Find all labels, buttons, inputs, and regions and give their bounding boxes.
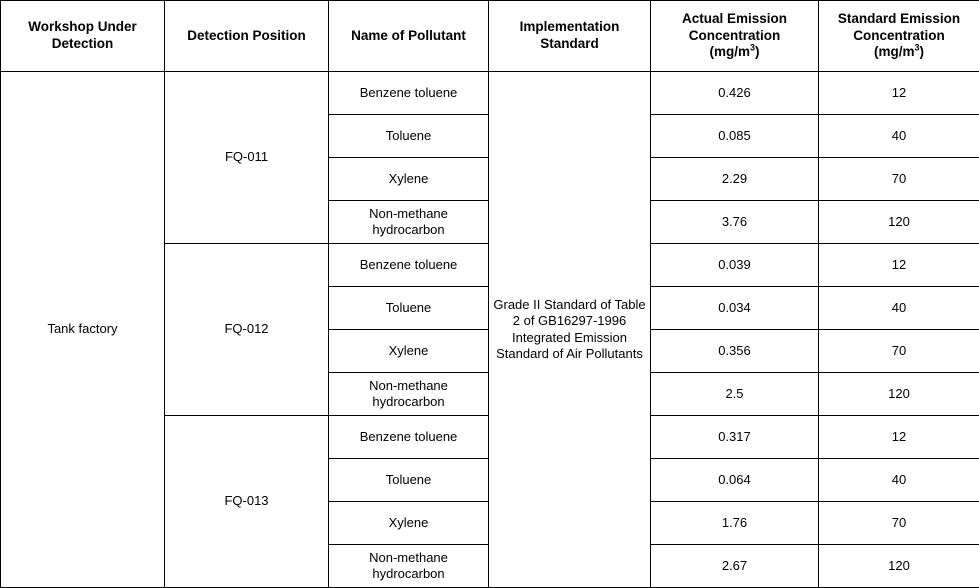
table-header bbox=[1, 1, 979, 72]
cell-workshop-name: Tank factory bbox=[1, 72, 165, 588]
cell-actual-concentration: 0.034 bbox=[651, 287, 819, 330]
cell-standard-concentration: 40 bbox=[819, 459, 979, 502]
column-header-standard bbox=[489, 1, 651, 72]
column-header-actual-unit-sup: 3 bbox=[750, 43, 755, 53]
cell-pollutant-line2: hydrocarbon bbox=[333, 566, 484, 582]
cell-actual-concentration: 2.5 bbox=[651, 373, 819, 416]
column-header-position-line1: Detection Position bbox=[169, 28, 324, 45]
column-header-workshop bbox=[1, 1, 165, 72]
cell-standard-concentration: 12 bbox=[819, 72, 979, 115]
cell-pollutant-name bbox=[329, 373, 489, 416]
cell-standard-concentration: 70 bbox=[819, 502, 979, 545]
cell-actual-concentration: 1.76 bbox=[651, 502, 819, 545]
column-header-actual-unit-text: (mg/m bbox=[709, 44, 750, 59]
cell-detection-position: FQ-011 bbox=[165, 72, 329, 244]
column-header-limit-line1: Standard Emission bbox=[823, 11, 975, 28]
cell-standard-concentration: 120 bbox=[819, 545, 979, 588]
cell-pollutant-name: Toluene bbox=[329, 459, 489, 502]
cell-standard-concentration: 12 bbox=[819, 416, 979, 459]
column-header-standard-line1: Implementation bbox=[493, 19, 646, 36]
column-header-standard-concentration bbox=[819, 1, 979, 72]
column-header-actual-line2: Concentration bbox=[655, 28, 814, 45]
cell-detection-position: FQ-012 bbox=[165, 244, 329, 416]
column-header-pollutant bbox=[329, 1, 489, 72]
column-header-actual-unit-tail: ) bbox=[755, 44, 760, 59]
cell-pollutant-name: Toluene bbox=[329, 115, 489, 158]
column-header-workshop-line1: Workshop Under bbox=[5, 19, 160, 36]
column-header-limit-unit-text: (mg/m bbox=[874, 44, 915, 59]
cell-detection-position: FQ-013 bbox=[165, 416, 329, 588]
column-header-limit-line2: Concentration bbox=[823, 28, 975, 45]
table-header-row bbox=[1, 1, 979, 72]
cell-actual-concentration: 2.67 bbox=[651, 545, 819, 588]
cell-actual-concentration: 2.29 bbox=[651, 158, 819, 201]
cell-pollutant-name: Benzene toluene bbox=[329, 416, 489, 459]
cell-pollutant-name: Toluene bbox=[329, 287, 489, 330]
column-header-limit-unit bbox=[823, 44, 975, 61]
cell-pollutant-name bbox=[329, 201, 489, 244]
cell-actual-concentration: 3.76 bbox=[651, 201, 819, 244]
cell-standard-concentration: 70 bbox=[819, 330, 979, 373]
column-header-standard-line2: Standard bbox=[493, 36, 646, 53]
column-header-actual-line1: Actual Emission bbox=[655, 11, 814, 28]
column-header-limit-unit-sup: 3 bbox=[914, 43, 919, 53]
cell-implementation-standard: Grade II Standard of Table 2 of GB16297-1996 Integrated Emission Standard of Air Pollutants bbox=[489, 72, 651, 588]
cell-pollutant-name: Benzene toluene bbox=[329, 244, 489, 287]
column-header-position bbox=[165, 1, 329, 72]
cell-pollutant-name bbox=[329, 545, 489, 588]
cell-actual-concentration: 0.085 bbox=[651, 115, 819, 158]
cell-standard-concentration: 120 bbox=[819, 201, 979, 244]
cell-standard-concentration: 40 bbox=[819, 115, 979, 158]
cell-standard-concentration: 12 bbox=[819, 244, 979, 287]
column-header-workshop-line2: Detection bbox=[5, 36, 160, 53]
column-header-actual-unit bbox=[655, 44, 814, 61]
cell-actual-concentration: 0.039 bbox=[651, 244, 819, 287]
cell-pollutant-line2: hydrocarbon bbox=[333, 222, 484, 238]
column-header-limit-unit-tail: ) bbox=[920, 44, 925, 59]
table-body bbox=[1, 72, 979, 588]
cell-pollutant-line1: Non-methane bbox=[333, 378, 484, 394]
cell-pollutant-name: Xylene bbox=[329, 330, 489, 373]
cell-pollutant-line2: hydrocarbon bbox=[333, 394, 484, 410]
cell-pollutant-line1: Non-methane bbox=[333, 206, 484, 222]
column-header-actual-concentration bbox=[651, 1, 819, 72]
cell-actual-concentration: 0.064 bbox=[651, 459, 819, 502]
cell-actual-concentration: 0.317 bbox=[651, 416, 819, 459]
cell-actual-concentration: 0.356 bbox=[651, 330, 819, 373]
cell-pollutant-name: Xylene bbox=[329, 158, 489, 201]
cell-standard-concentration: 70 bbox=[819, 158, 979, 201]
cell-standard-concentration: 120 bbox=[819, 373, 979, 416]
column-header-pollutant-line1: Name of Pollutant bbox=[333, 28, 484, 45]
cell-pollutant-name: Xylene bbox=[329, 502, 489, 545]
cell-pollutant-name: Benzene toluene bbox=[329, 72, 489, 115]
cell-actual-concentration: 0.426 bbox=[651, 72, 819, 115]
cell-pollutant-line1: Non-methane bbox=[333, 550, 484, 566]
table-row bbox=[1, 72, 979, 115]
cell-standard-concentration: 40 bbox=[819, 287, 979, 330]
